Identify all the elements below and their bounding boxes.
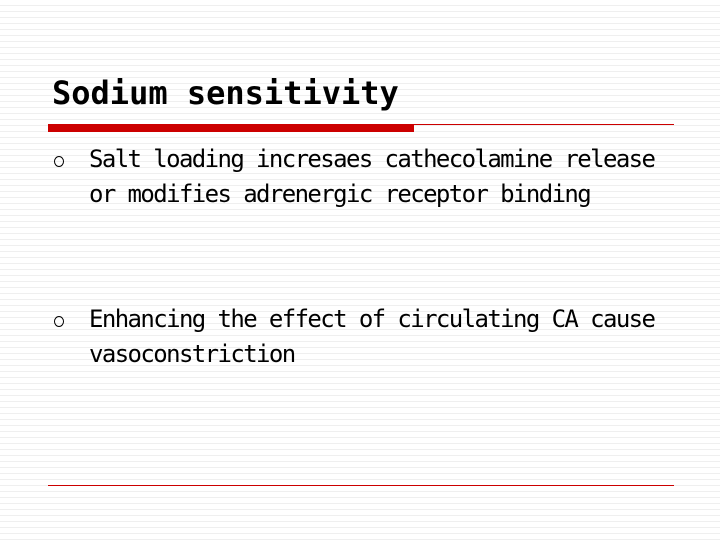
footer-divider-line	[48, 485, 674, 486]
title-underline-line	[414, 124, 674, 125]
bullet-text: Enhancing the effect of circulating CA cause vasoconstriction	[89, 305, 655, 368]
title-underline-accent	[48, 124, 414, 132]
bullet-text: Salt loading incresaes cathecolamine release or modifies adrenergic receptor binding	[89, 145, 655, 208]
hollow-circle-bullet-icon	[54, 156, 64, 167]
slide-title: Sodium sensitivity	[52, 74, 399, 112]
hollow-circle-bullet-icon	[54, 316, 64, 327]
